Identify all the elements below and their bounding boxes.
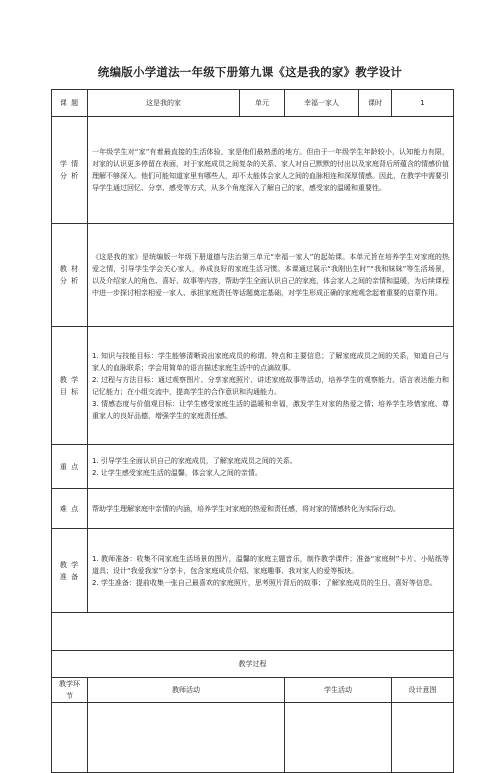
process-heading: 教学过程 — [52, 651, 454, 678]
key-point-item: 1. 引导学生全面认识自己的家庭成员，了解家庭成员之间的关系。 — [92, 456, 297, 465]
teaching-goals-label: 教 学 目 标 — [52, 327, 88, 445]
material-analysis-text: 《这是我的家》是统编版一年级下册道德与法治第三单元“幸福一家人”的起始课。本单元旨在培养学生对家庭的热爱之情，引导学生学会关心家人，养成良好的家庭生活习惯。本课通过展示“我刚出生时”“我和妹妹”等生活场景，以及介绍家人的角色、喜好、故事等内容，帮助学生全面认识自己的家庭，体会家人之间的亲情和温暖，为后续课程中进一步探讨相亲相爱一家人、承担家庭责任等话题奠定基础，对学生形成正确的家庭观念起着重要的启蒙作用。 — [88, 224, 454, 327]
process-col-stage: 教学环节 — [52, 678, 88, 703]
unit-value: 幸福一家人 — [285, 90, 359, 117]
lesson-plan-table — [51, 89, 454, 773]
goal-item: 3. 情感态度与价值观目标：让学生感受家庭生活的温暖和幸福，激发学生对家的热爱之情；培养学生珍惜家庭、尊重家人的良好品德，增强学生的家庭责任感。 — [92, 399, 449, 420]
difficulties-row — [52, 489, 454, 529]
hours-label: 课时 — [359, 90, 392, 117]
goal-item: 2. 过程与方法目标：通过观察图片、分享家庭照片、讲述家庭故事等活动，培养学生的观察能力、语言表达能力和记忆能力；在小组交流中，提高学生的合作意识和沟通能力。 — [92, 375, 449, 396]
prep-item: 1. 教师准备：收集不同家庭生活场景的图片，温馨的家庭主题音乐，制作教学课件；准备“家庭树”卡片、小贴纸等道具；设计“我爱我家”分享卡，包含家庭成员介绍、家庭趣事、我对家人的爱等板块。 — [92, 554, 449, 575]
difficulties-label: 难 点 — [52, 489, 88, 529]
key-point-item: 2. 让学生感受家庭生活的温馨，体会家人之间的亲情。 — [92, 468, 262, 477]
key-points-row — [52, 445, 454, 489]
process-columns-row — [52, 678, 454, 703]
student-analysis-text: 一年级学生对“家”有着最直接的生活体验，家是他们最熟悉的地方。但由于一年级学生年龄较小，认知能力有限，对家的认识更多停留在表面，对于家庭成员之间复杂的关系、家人对自己默默的付出以及家庭背后所蕴含的情感价值理解不够深入。他们可能知道家里有哪些人，却不太能体会家人之间的血脉相连和深厚情感。因此，在教学中需要引导学生通过回忆、分享、感受等方式，从多个角度深入了解自己的家，感受家的温暖和重要性。 — [88, 117, 454, 224]
material-analysis-row — [52, 224, 454, 327]
unit-label: 单元 — [240, 90, 285, 117]
material-analysis-label: 教 材 分 析 — [52, 224, 88, 327]
document-title: 统编版小学道法一年级下册第九课《这是我的家》教学设计 — [97, 65, 403, 79]
process-col-intent: 设计意图 — [392, 678, 454, 703]
prep-item: 2. 学生准备：提前收集一张自己最喜欢的家庭照片，思考照片背后的故事；了解家庭成员的生日、喜好等信息。 — [92, 578, 437, 587]
student-analysis-label: 学 情 分 析 — [52, 117, 88, 224]
process-col-teacher: 教师活动 — [88, 678, 285, 703]
topic-label: 课 题 — [52, 90, 88, 117]
goal-item: 1. 知识与技能目标：学生能够清晰说出家庭成员的称谓、特点和主要信息；了解家庭成员之间的关系，知道自己与家人的血脉联系；学会用简单的语言描述家庭生活中的点滴故事。 — [92, 351, 449, 372]
topic-value: 这是我的家 — [88, 90, 240, 117]
process-empty-row — [52, 703, 454, 773]
process-heading-row — [52, 651, 454, 678]
teaching-goals-row — [52, 327, 454, 445]
spacer-row — [52, 613, 454, 651]
preparation-row — [52, 529, 454, 613]
key-points-label: 重 点 — [52, 445, 88, 489]
key-points-text — [88, 445, 454, 489]
teaching-goals-text — [88, 327, 454, 445]
topic-row — [52, 90, 454, 117]
student-analysis-row — [52, 117, 454, 224]
preparation-text — [88, 529, 454, 613]
hours-value: 1 — [392, 90, 454, 117]
difficulties-text: 帮助学生理解家庭中亲情的内涵，培养学生对家庭的热爱和责任感，将对家的情感转化为实际行动。 — [88, 489, 454, 529]
preparation-label: 教 学 准 备 — [52, 529, 88, 613]
process-col-student: 学生活动 — [285, 678, 392, 703]
